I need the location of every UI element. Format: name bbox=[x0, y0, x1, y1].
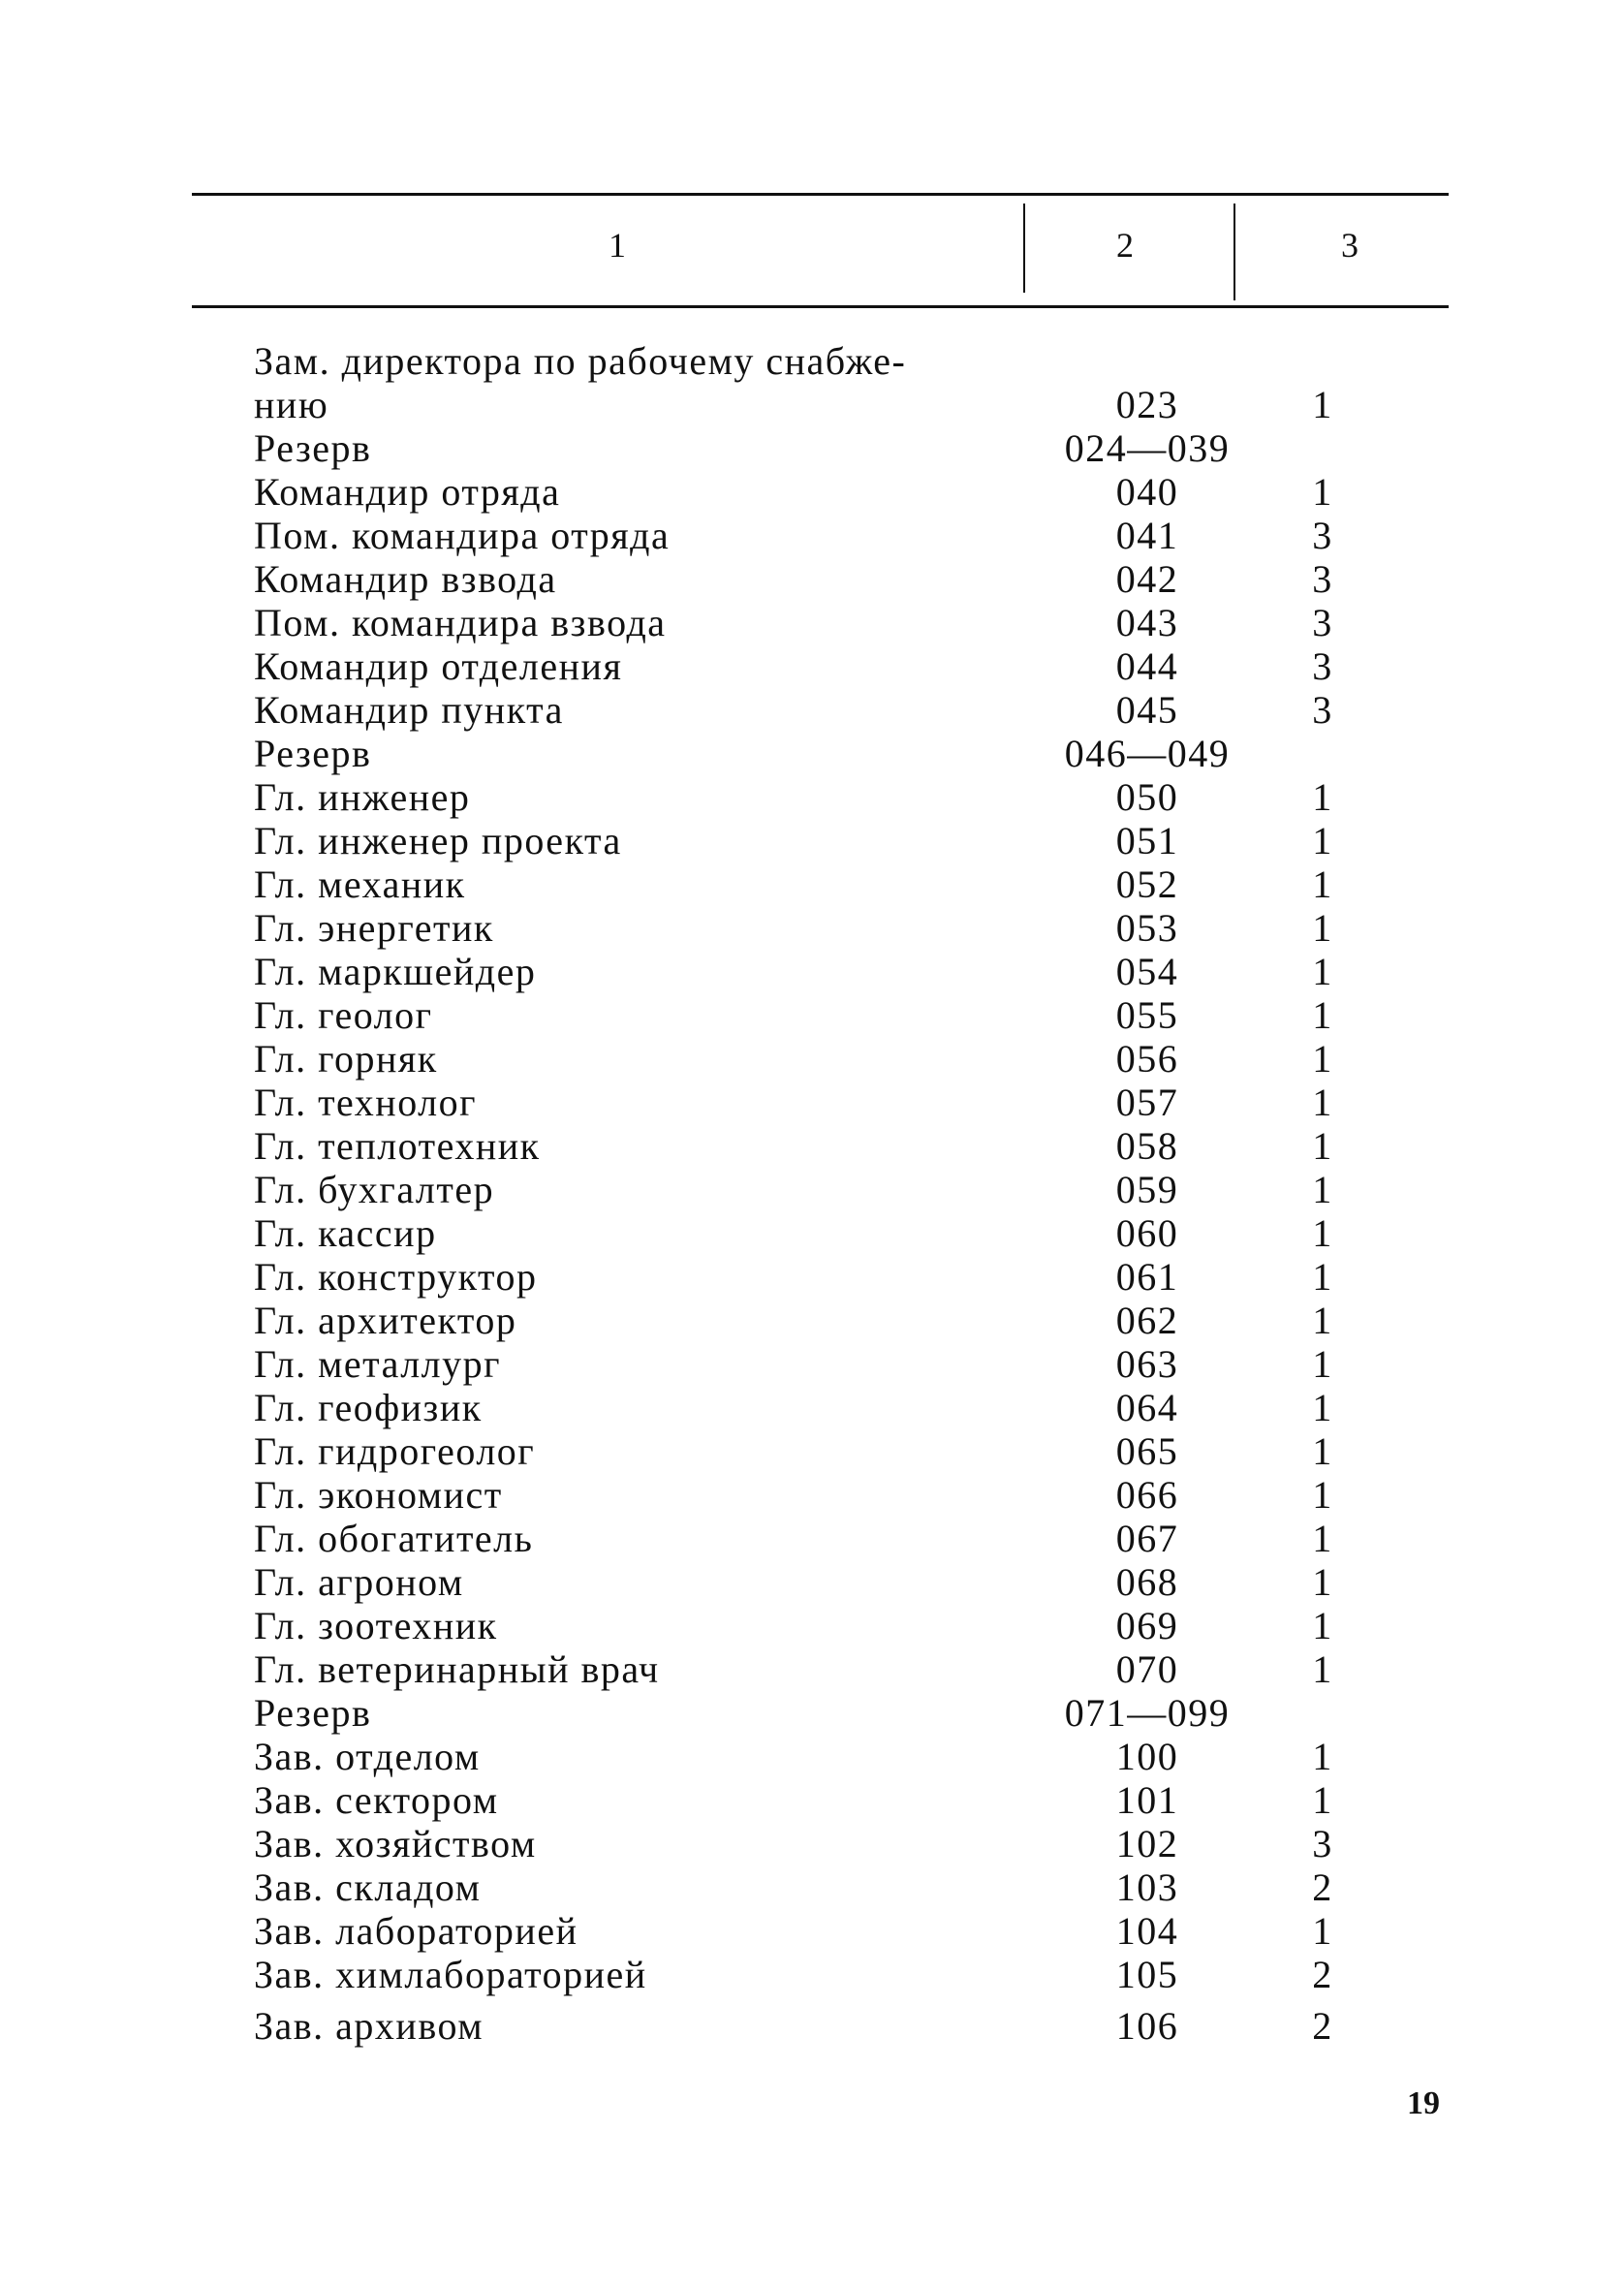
table-row bbox=[0, 1124, 1624, 1168]
table-row bbox=[0, 1517, 1624, 1560]
table-row bbox=[0, 1386, 1624, 1429]
table-row bbox=[0, 1168, 1624, 1211]
table-row bbox=[0, 732, 1624, 775]
position-category: 3 bbox=[1312, 601, 1333, 644]
table-row bbox=[0, 644, 1624, 688]
header-col-1: 1 bbox=[609, 226, 626, 265]
position-category: 1 bbox=[1312, 819, 1333, 862]
position-category: 1 bbox=[1312, 1560, 1333, 1604]
position-code: 050 bbox=[1115, 775, 1179, 819]
position-name: Гл. экономист bbox=[254, 1473, 503, 1517]
position-name: Командир отделения bbox=[254, 644, 623, 688]
page-number: 19 bbox=[1407, 2085, 1440, 2121]
table-row bbox=[0, 426, 1624, 470]
table-row bbox=[0, 1822, 1624, 1865]
position-name: Гл. энергетик bbox=[254, 906, 494, 950]
position-name: Зав. сектором bbox=[254, 1778, 499, 1822]
position-name: Командир отряда bbox=[254, 470, 561, 514]
position-category: 1 bbox=[1312, 1604, 1333, 1647]
position-category: 2 bbox=[1312, 1953, 1333, 1996]
table-row bbox=[0, 601, 1624, 644]
position-code: 024—039 bbox=[1064, 426, 1231, 470]
position-code: 061 bbox=[1115, 1255, 1179, 1299]
position-name: Гл. бухгалтер bbox=[254, 1168, 495, 1211]
table-row bbox=[0, 1865, 1624, 1909]
position-code: 065 bbox=[1115, 1429, 1179, 1473]
position-category: 2 bbox=[1312, 1865, 1333, 1909]
position-code: 055 bbox=[1115, 993, 1179, 1037]
position-category: 1 bbox=[1312, 1647, 1333, 1691]
position-category: 1 bbox=[1312, 1081, 1333, 1124]
table-row bbox=[0, 1909, 1624, 1953]
table-row bbox=[0, 1299, 1624, 1342]
position-code: 042 bbox=[1115, 557, 1179, 601]
position-name: Гл. обогатитель bbox=[254, 1517, 534, 1560]
position-code: 060 bbox=[1115, 1211, 1179, 1255]
position-code: 070 bbox=[1115, 1647, 1179, 1691]
position-category: 1 bbox=[1312, 775, 1333, 819]
table-row bbox=[0, 1473, 1624, 1517]
position-code: 103 bbox=[1115, 1865, 1179, 1909]
table-row bbox=[0, 1604, 1624, 1647]
position-category: 1 bbox=[1312, 950, 1333, 993]
header-col-3: 3 bbox=[1341, 226, 1359, 265]
table-row bbox=[0, 1778, 1624, 1822]
position-code: 067 bbox=[1115, 1517, 1179, 1560]
position-code: 063 bbox=[1115, 1342, 1179, 1386]
position-category: 1 bbox=[1312, 1386, 1333, 1429]
position-code: 054 bbox=[1115, 950, 1179, 993]
table-row bbox=[0, 1255, 1624, 1299]
position-category: 1 bbox=[1312, 862, 1333, 906]
table-row bbox=[0, 1953, 1624, 1996]
position-name: Гл. инженер bbox=[254, 775, 471, 819]
table-row bbox=[0, 906, 1624, 950]
position-category: 3 bbox=[1312, 514, 1333, 557]
position-name: Гл. архитектор bbox=[254, 1299, 517, 1342]
position-category: 1 bbox=[1312, 1342, 1333, 1386]
table-row bbox=[0, 383, 1624, 426]
position-name: Гл. горняк bbox=[254, 1037, 438, 1081]
position-name: Зав. хозяйством bbox=[254, 1822, 537, 1865]
position-category: 1 bbox=[1312, 1168, 1333, 1211]
position-name: Зав. отделом bbox=[254, 1735, 481, 1778]
table-row bbox=[0, 993, 1624, 1037]
position-code: 105 bbox=[1115, 1953, 1179, 1996]
position-code: 051 bbox=[1115, 819, 1179, 862]
position-code: 056 bbox=[1115, 1037, 1179, 1081]
position-category: 1 bbox=[1312, 1037, 1333, 1081]
position-name: Гл. технолог bbox=[254, 1081, 478, 1124]
position-category: 3 bbox=[1312, 1822, 1333, 1865]
table-row bbox=[0, 1647, 1624, 1691]
position-name: Гл. геофизик bbox=[254, 1386, 483, 1429]
table-row bbox=[0, 1429, 1624, 1473]
position-name: Гл. геолог bbox=[254, 993, 433, 1037]
position-category: 2 bbox=[1312, 2004, 1333, 2048]
position-code: 106 bbox=[1115, 2004, 1179, 2048]
position-category: 1 bbox=[1312, 1735, 1333, 1778]
position-category: 1 bbox=[1312, 1517, 1333, 1560]
position-name: Гл. конструктор bbox=[254, 1255, 538, 1299]
position-name: Гл. инженер проекта bbox=[254, 819, 622, 862]
table-row bbox=[0, 775, 1624, 819]
position-name: Гл. кассир bbox=[254, 1211, 437, 1255]
position-code: 045 bbox=[1115, 688, 1179, 732]
position-name: Пом. командира взвода bbox=[254, 601, 667, 644]
table-row bbox=[0, 470, 1624, 514]
position-category: 3 bbox=[1312, 557, 1333, 601]
position-name: Зам. директора по рабочему снабже- bbox=[254, 339, 907, 383]
table-row bbox=[0, 2004, 1624, 2048]
table-row bbox=[0, 514, 1624, 557]
table-row bbox=[0, 339, 1624, 383]
position-code: 023 bbox=[1115, 383, 1179, 426]
position-code: 057 bbox=[1115, 1081, 1179, 1124]
position-code: 062 bbox=[1115, 1299, 1179, 1342]
table-top-rule bbox=[192, 193, 1449, 196]
position-name: Резерв bbox=[254, 426, 372, 470]
position-code: 104 bbox=[1115, 1909, 1179, 1953]
position-code: 053 bbox=[1115, 906, 1179, 950]
column-divider bbox=[1023, 204, 1025, 293]
position-name: Гл. гидрогеолог bbox=[254, 1429, 536, 1473]
position-code: 040 bbox=[1115, 470, 1179, 514]
position-category: 1 bbox=[1312, 1124, 1333, 1168]
position-name: Гл. теплотехник bbox=[254, 1124, 541, 1168]
position-name: Гл. агроном bbox=[254, 1560, 464, 1604]
table-row bbox=[0, 819, 1624, 862]
position-category: 1 bbox=[1312, 1211, 1333, 1255]
table-row bbox=[0, 1037, 1624, 1081]
position-name: Гл. ветеринарный врач bbox=[254, 1647, 660, 1691]
position-code: 046—049 bbox=[1064, 732, 1231, 775]
position-name: Зав. лабораторией bbox=[254, 1909, 578, 1953]
position-code: 102 bbox=[1115, 1822, 1179, 1865]
position-category: 3 bbox=[1312, 644, 1333, 688]
position-name: Гл. механик bbox=[254, 862, 466, 906]
table-row bbox=[0, 1560, 1624, 1604]
position-category: 1 bbox=[1312, 1473, 1333, 1517]
table-header-rule bbox=[192, 305, 1449, 308]
table-row bbox=[0, 862, 1624, 906]
position-code: 058 bbox=[1115, 1124, 1179, 1168]
position-name: Зав. складом bbox=[254, 1865, 482, 1909]
position-code: 068 bbox=[1115, 1560, 1179, 1604]
position-name: нию bbox=[254, 383, 329, 426]
position-code: 059 bbox=[1115, 1168, 1179, 1211]
position-category: 1 bbox=[1312, 1299, 1333, 1342]
table-row bbox=[0, 688, 1624, 732]
position-name: Командир пункта bbox=[254, 688, 564, 732]
position-category: 1 bbox=[1312, 383, 1333, 426]
position-code: 052 bbox=[1115, 862, 1179, 906]
position-name: Зав. химлабораторией bbox=[254, 1953, 647, 1996]
position-code: 100 bbox=[1115, 1735, 1179, 1778]
table-row bbox=[0, 1342, 1624, 1386]
table-row bbox=[0, 1735, 1624, 1778]
position-code: 071—099 bbox=[1064, 1691, 1231, 1735]
position-category: 1 bbox=[1312, 1255, 1333, 1299]
table-row bbox=[0, 1081, 1624, 1124]
position-code: 066 bbox=[1115, 1473, 1179, 1517]
position-code: 064 bbox=[1115, 1386, 1179, 1429]
table-row bbox=[0, 1691, 1624, 1735]
position-name: Гл. маркшейдер bbox=[254, 950, 537, 993]
position-category: 1 bbox=[1312, 906, 1333, 950]
table-row bbox=[0, 950, 1624, 993]
position-name: Гл. зоотехник bbox=[254, 1604, 498, 1647]
table-row bbox=[0, 557, 1624, 601]
position-category: 1 bbox=[1312, 1429, 1333, 1473]
position-code: 069 bbox=[1115, 1604, 1179, 1647]
position-name: Резерв bbox=[254, 1691, 372, 1735]
header-col-2: 2 bbox=[1116, 226, 1134, 265]
position-category: 3 bbox=[1312, 688, 1333, 732]
position-name: Пом. командира отряда bbox=[254, 514, 671, 557]
position-code: 041 bbox=[1115, 514, 1179, 557]
position-name: Зав. архивом bbox=[254, 2004, 484, 2048]
position-name: Резерв bbox=[254, 732, 372, 775]
position-code: 043 bbox=[1115, 601, 1179, 644]
column-divider bbox=[1234, 204, 1235, 300]
position-category: 1 bbox=[1312, 1909, 1333, 1953]
position-name: Гл. металлург bbox=[254, 1342, 502, 1386]
position-category: 1 bbox=[1312, 993, 1333, 1037]
position-code: 044 bbox=[1115, 644, 1179, 688]
position-code: 101 bbox=[1115, 1778, 1179, 1822]
table-row bbox=[0, 1211, 1624, 1255]
position-category: 1 bbox=[1312, 470, 1333, 514]
position-category: 1 bbox=[1312, 1778, 1333, 1822]
position-name: Командир взвода bbox=[254, 557, 557, 601]
